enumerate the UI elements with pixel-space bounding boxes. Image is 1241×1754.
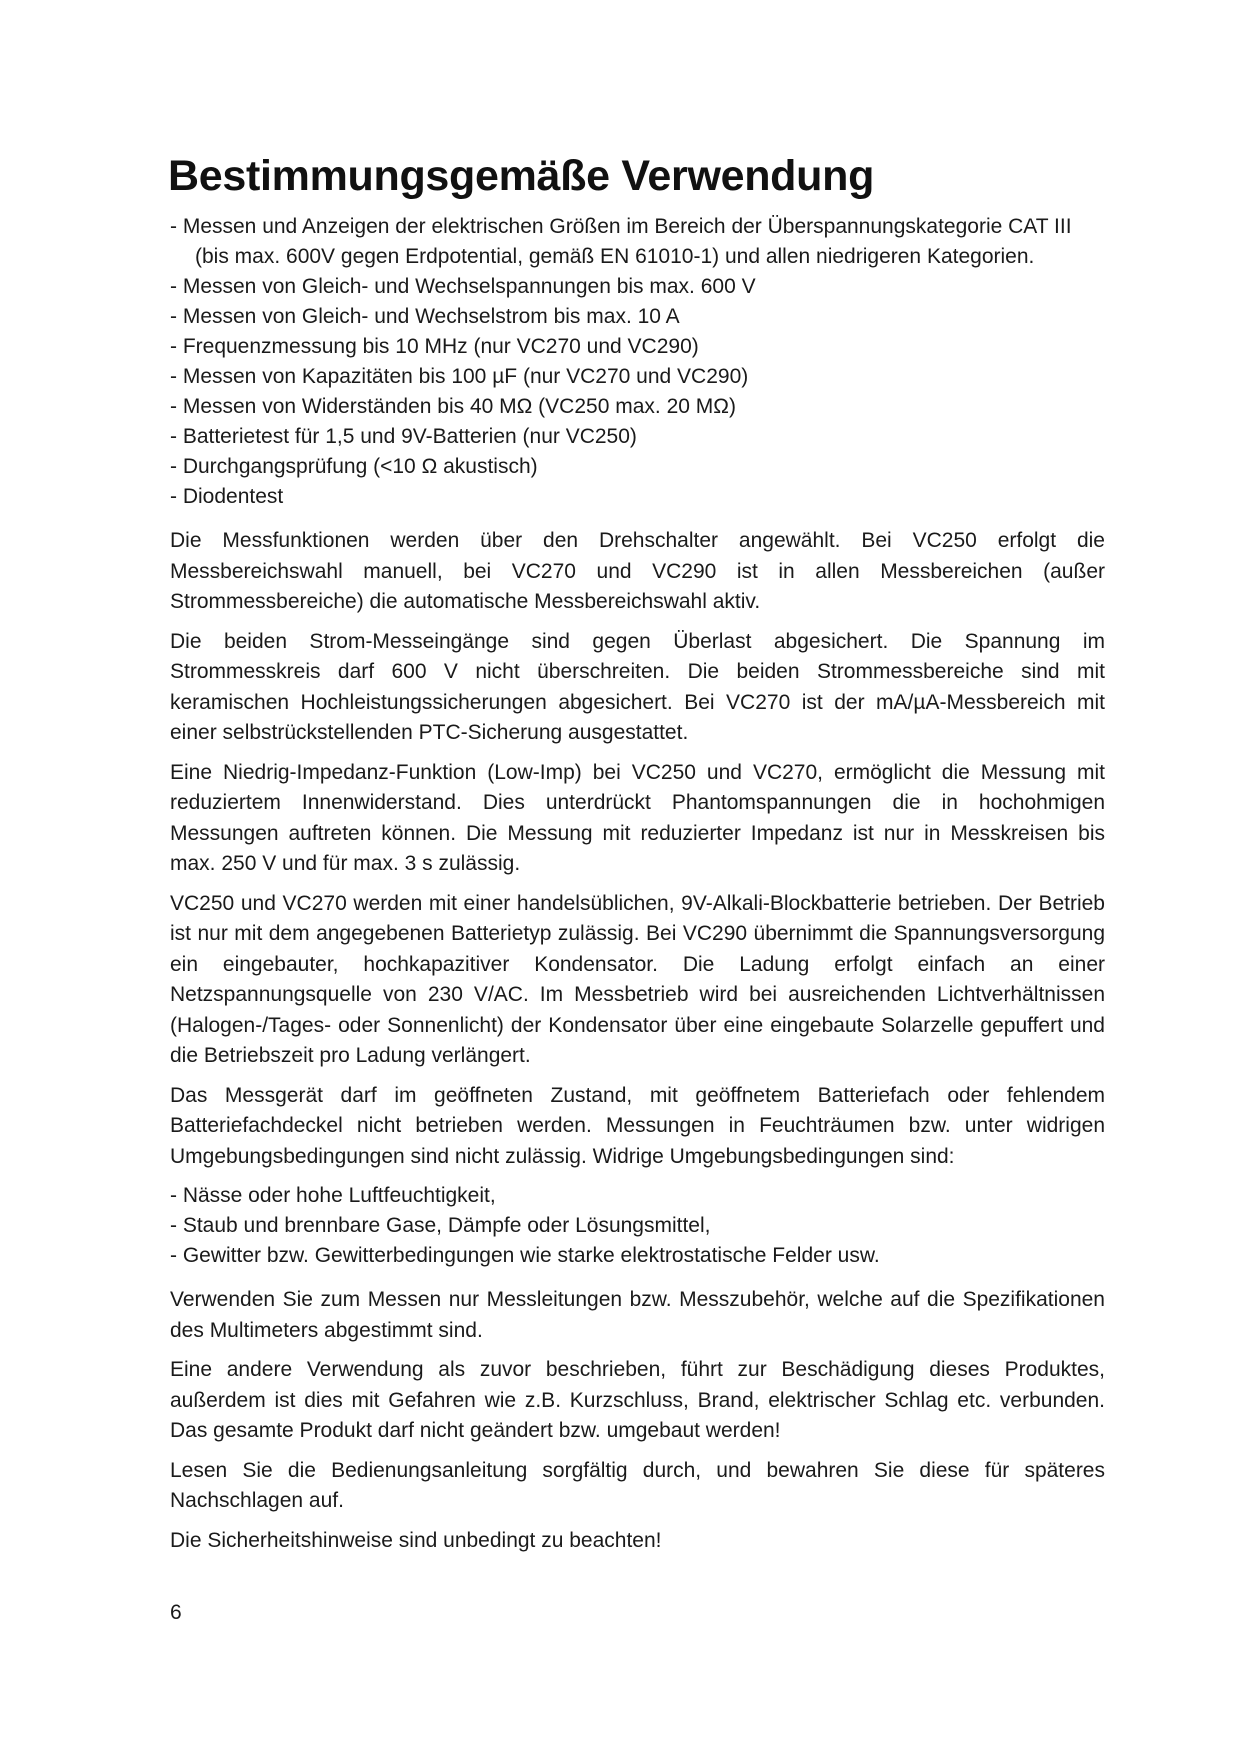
- list-item: - Diodentest: [170, 485, 284, 508]
- paragraph-other-use: Eine andere Verwendung als zuvor beschrieben, führt zur Beschädigung dieses Produktes, außerdem ist dies mit Gefahren wie z.B. Kurzschluss, Brand, elektrischer Schlag etc. verbunden. Das gesamte Produkt darf nicht geändert bzw. umgebaut werden!: [170, 1358, 1105, 1442]
- list-item: - Messen von Kapazitäten bis 100 µF (nur VC270 und VC290): [170, 365, 749, 388]
- paragraph-safety-notice: Die Sicherheitshinweise sind unbedingt zu beachten!: [170, 1528, 662, 1552]
- paragraph-range-selection: Die Messfunktionen werden über den Drehschalter angewählt. Bei VC250 erfolgt die Messbereichswahl manuell, bei VC270 und VC290 ist in allen Messbereichen (außer Strommessbereiche) die automatische Messbereichswahl aktiv.: [170, 529, 1105, 613]
- list-item: - Batterietest für 1,5 und 9V-Batterien (nur VC250): [170, 425, 637, 448]
- paragraph-read-manual: Lesen Sie die Bedienungsanleitung sorgfältig durch, und bewahren Sie diese für späteres Nachschlagen auf.: [170, 1458, 1105, 1512]
- paragraph-overload-protection: Die beiden Strom-Messeingänge sind gegen Überlast abgesichert. Die Spannung im Strommesskreis darf 600 V nicht überschreiten. Die beiden Strommessbereiche sind mit keramischen Hochleistungssicherungen abgesichert. Bei VC270 ist der mA/µA-Messbereich mit einer selbstrückstellenden PTC-Sicherung ausgestattet.: [170, 629, 1105, 744]
- page-number: 6: [170, 1601, 182, 1624]
- paragraph-test-leads: Verwenden Sie zum Messen nur Messleitungen bzw. Messzubehör, welche auf die Spezifikationen des Multimeters abgestimmt sind.: [170, 1288, 1105, 1342]
- list-item: - Frequenzmessung bis 10 MHz (nur VC270 und VC290): [170, 335, 699, 358]
- list-item: - Messen von Gleich- und Wechselspannungen bis max. 600 V: [170, 275, 756, 298]
- page-title: Bestimmungsgemäße Verwendung: [168, 152, 875, 200]
- paragraph-operating-conditions: Das Messgerät darf im geöffneten Zustand, mit geöffnetem Batteriefach oder fehlendem Batteriefachdeckel nicht betrieben werden. Messungen in Feuchträumen bzw. unter widrigen Umgebungsbedingungen sind nicht zulässig. Widrige Umgebungsbedingungen sind:: [170, 1083, 1105, 1168]
- document-page: [168, 152, 1105, 1565]
- list-item: - Messen von Gleich- und Wechselstrom bis max. 10 A: [170, 305, 680, 328]
- list-item: - Gewitter bzw. Gewitterbedingungen wie starke elektrostatische Felder usw.: [170, 1244, 880, 1267]
- paragraph-low-impedance: Eine Niedrig-Impedanz-Funktion (Low-Imp) bei VC250 und VC270, ermöglicht die Messung mit reduziertem Innenwiderstand. Dies unterdrückt Phantomspannungen die in hochohmigen Messungen auftreten können. Die Messung mit reduzierter Impedanz ist nur in Messkreisen bis max. 250 V und für max. 3 s zulässig.: [170, 760, 1105, 875]
- list-item: - Messen von Widerständen bis 40 MΩ (VC250 max. 20 MΩ): [170, 395, 736, 418]
- adverse-conditions-list: [170, 1181, 1105, 1271]
- list-item: [170, 212, 1105, 272]
- list-item-continuation: (bis max. 600V gegen Erdpotential, gemäß EN 61010-1) und allen niedrigeren Kategorien.: [195, 245, 1035, 268]
- list-item: - Staub und brennbare Gase, Dämpfe oder Lösungsmittel,: [170, 1214, 711, 1237]
- list-item-text: - Messen und Anzeigen der elektrischen Größen im Bereich der Überspannungskategorie CAT III: [170, 215, 1072, 238]
- list-item: - Durchgangsprüfung (<10 Ω akustisch): [170, 455, 538, 478]
- list-item: - Nässe oder hohe Luftfeuchtigkeit,: [170, 1184, 496, 1207]
- intended-use-list: [170, 212, 1105, 512]
- paragraph-power-supply: VC250 und VC270 werden mit einer handelsüblichen, 9V-Alkali-Blockbatterie betrieben. Der Betrieb ist nur mit dem angegebenen Batterietyp zulässig. Bei VC290 übernimmt die Spannungsversorgung ein eingebauter, hochkapazitiver Kondensator. Die Ladung erfolgt einfach an einer Netzspannungsquelle von 230 V/AC. Im Messbetrieb wird bei ausreichenden Lichtverhältnissen (Halogen-/Tages- oder Sonnenlicht) der Kondensator über eine eingebaute Solarzelle gepuffert und die Betriebszeit pro Ladung verlängert.: [170, 891, 1105, 1067]
